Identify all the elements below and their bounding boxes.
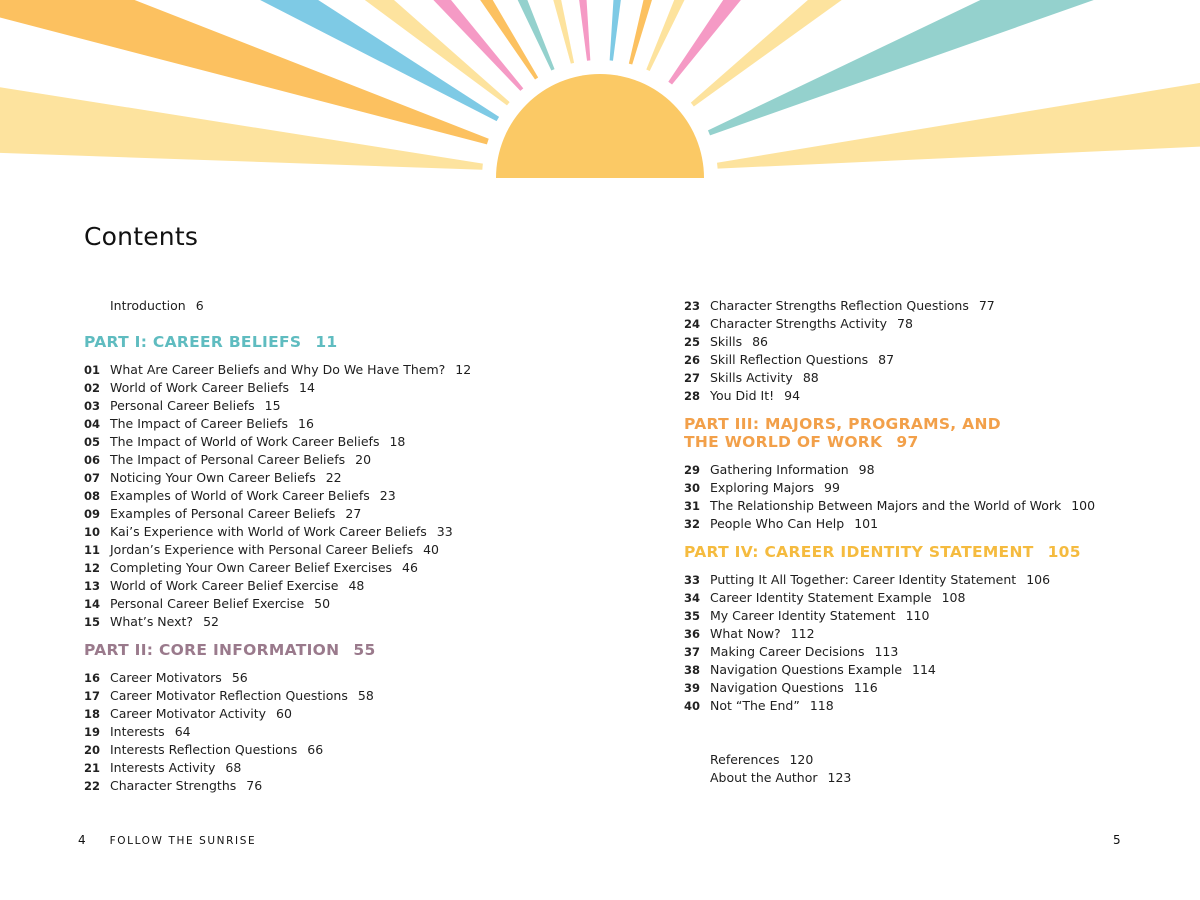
toc-entry[interactable] <box>684 643 1200 661</box>
chapter-page: 88 <box>802 370 819 385</box>
chapter-number: 13 <box>84 579 101 593</box>
chapter-number: 31 <box>684 499 701 513</box>
chapter-number: 10 <box>84 525 101 539</box>
chapter-title: Gathering Information <box>710 462 849 477</box>
contents-left-column <box>84 297 624 795</box>
chapter-title: Career Motivators <box>110 670 222 685</box>
chapter-title: World of Work Career Beliefs <box>110 380 290 395</box>
chapter-number: 36 <box>684 627 701 641</box>
toc-entry[interactable] <box>84 379 624 397</box>
chapter-number: 27 <box>684 371 701 385</box>
chapter-number: 01 <box>84 363 101 377</box>
entry-page: 6 <box>195 298 204 313</box>
chapter-number: 39 <box>684 681 701 695</box>
entry-title: Introduction <box>110 298 186 313</box>
toc-entry[interactable] <box>84 759 624 777</box>
toc-entry[interactable] <box>684 679 1200 697</box>
chapter-number: 28 <box>684 389 701 403</box>
chapter-number: 26 <box>684 353 701 367</box>
chapter-page: 77 <box>978 298 995 313</box>
chapter-page: 33 <box>436 524 453 539</box>
chapter-list-part-2a <box>84 669 624 795</box>
chapter-title: Skills <box>710 334 743 349</box>
chapter-page: 108 <box>941 590 966 605</box>
chapter-title: The Impact of World of Work Career Beliefs <box>110 434 380 449</box>
chapter-page: 113 <box>874 644 899 659</box>
chapter-page: 86 <box>752 334 769 349</box>
toc-entry[interactable] <box>84 595 624 613</box>
chapter-page: 58 <box>357 688 374 703</box>
chapter-title: My Career Identity Statement <box>710 608 896 623</box>
toc-entry[interactable] <box>684 625 1200 643</box>
chapter-number: 24 <box>684 317 701 331</box>
toc-entry[interactable] <box>684 515 1200 533</box>
chapter-page: 27 <box>345 506 362 521</box>
chapter-page: 78 <box>897 316 913 331</box>
chapter-title: The Relationship Between Majors and the World of Work <box>710 498 1062 513</box>
footer-left <box>78 833 256 848</box>
page-title: Contents <box>84 222 199 251</box>
toc-entry[interactable] <box>84 523 624 541</box>
chapter-number: 05 <box>84 435 101 449</box>
chapter-title: Career Identity Statement Example <box>710 590 932 605</box>
chapter-title: Skill Reflection Questions <box>710 352 869 367</box>
toc-entry[interactable] <box>84 487 624 505</box>
chapter-number: 22 <box>84 779 101 793</box>
chapter-page: 118 <box>809 698 834 713</box>
chapter-title: Personal Career Beliefs <box>110 398 255 413</box>
chapter-title: Character Strengths <box>110 778 237 793</box>
chapter-number: 18 <box>84 707 101 721</box>
chapter-page: 94 <box>784 388 801 403</box>
toc-entry[interactable] <box>84 723 624 741</box>
chapter-title: Kai’s Experience with World of Work Career Beliefs <box>110 524 427 539</box>
chapter-page: 98 <box>858 462 875 477</box>
chapter-number: 33 <box>684 573 701 587</box>
toc-entry-introduction[interactable] <box>84 297 624 315</box>
toc-entry[interactable] <box>684 697 1200 715</box>
entry-page: 120 <box>789 752 814 767</box>
chapter-number: 08 <box>84 489 101 503</box>
sunburst-illustration <box>0 0 1200 210</box>
chapter-page: 116 <box>853 680 878 695</box>
chapter-number: 37 <box>684 645 701 659</box>
toc-entry[interactable] <box>684 369 1200 387</box>
chapter-title: Putting It All Together: Career Identity Statement <box>710 572 1017 587</box>
part-heading-3[interactable]: PART III: MAJORS, PROGRAMS, AND THE WORLD OF WORK 97 <box>684 415 1001 451</box>
chapter-page: 100 <box>1071 498 1096 513</box>
chapter-number: 34 <box>684 591 701 605</box>
chapter-title: Career Motivator Activity <box>110 706 267 721</box>
chapter-page: 20 <box>355 452 372 467</box>
chapter-page: 110 <box>905 608 930 623</box>
chapter-number: 07 <box>84 471 101 485</box>
chapter-page: 56 <box>231 670 248 685</box>
chapter-title: Examples of World of Work Career Beliefs <box>110 488 370 503</box>
chapter-page: 40 <box>423 542 439 557</box>
chapter-title: Career Motivator Reflection Questions <box>110 688 348 703</box>
chapter-list-part-3 <box>684 461 1200 533</box>
chapter-title: Jordan’s Experience with Personal Career Beliefs <box>110 542 414 557</box>
toc-entry[interactable] <box>84 687 624 705</box>
chapter-title: Examples of Personal Career Beliefs <box>110 506 336 521</box>
chapter-page: 23 <box>379 488 396 503</box>
part-page: 55 <box>353 641 376 659</box>
chapter-number: 30 <box>684 481 701 495</box>
toc-entry[interactable] <box>84 777 624 795</box>
chapter-number: 09 <box>84 507 101 521</box>
chapter-title: The Impact of Personal Career Beliefs <box>110 452 346 467</box>
chapter-number: 04 <box>84 417 101 431</box>
chapter-title: Noticing Your Own Career Beliefs <box>110 470 316 485</box>
chapter-title: Exploring Majors <box>710 480 815 495</box>
chapter-page: 66 <box>307 742 324 757</box>
chapter-page: 22 <box>325 470 342 485</box>
toc-entry[interactable] <box>684 497 1200 515</box>
toc-entry[interactable] <box>84 669 624 687</box>
toc-entry[interactable] <box>84 361 624 379</box>
sun-ray <box>691 0 1200 106</box>
chapter-title: People Who Can Help <box>710 516 845 531</box>
part-page: 105 <box>1047 543 1081 561</box>
chapter-title: Interests Reflection Questions <box>110 742 298 757</box>
chapter-number: 38 <box>684 663 701 677</box>
chapter-number: 12 <box>84 561 101 575</box>
chapter-page: 87 <box>878 352 895 367</box>
part-heading-2[interactable]: PART II: CORE INFORMATION 55 <box>84 641 376 659</box>
chapter-number: 19 <box>84 725 101 739</box>
toc-entry[interactable] <box>84 505 624 523</box>
chapter-page: 106 <box>1026 572 1051 587</box>
chapter-title: Completing Your Own Career Belief Exercises <box>110 560 393 575</box>
chapter-title: What’s Next? <box>110 614 194 629</box>
chapter-title: Making Career Decisions <box>710 644 865 659</box>
toc-entry[interactable] <box>684 297 1200 315</box>
toc-entry[interactable] <box>684 589 1200 607</box>
chapter-title: Interests Activity <box>110 760 216 775</box>
toc-entry[interactable] <box>84 705 624 723</box>
toc-entry[interactable] <box>84 559 624 577</box>
chapter-page: 114 <box>912 662 936 677</box>
toc-entry-about-the-author[interactable]: About the Author 123 <box>710 770 852 785</box>
toc-entry[interactable] <box>684 571 1200 589</box>
contents-right-column <box>684 297 1200 787</box>
chapter-number: 14 <box>84 597 101 611</box>
sun-half-circle <box>496 74 704 178</box>
toc-entry[interactable] <box>684 461 1200 479</box>
chapter-page: 16 <box>298 416 314 431</box>
chapter-list-part-2b <box>684 297 1200 405</box>
chapter-title: You Did It! <box>710 388 775 403</box>
toc-entry[interactable] <box>84 541 624 559</box>
chapter-title: Skills Activity <box>710 370 793 385</box>
chapter-page: 14 <box>299 380 315 395</box>
toc-entry[interactable] <box>684 607 1200 625</box>
chapter-list-part-1 <box>84 361 624 631</box>
book-title: FOLLOW THE SUNRISE <box>109 835 257 847</box>
toc-entry[interactable] <box>684 315 1200 333</box>
chapter-number: 11 <box>84 543 101 557</box>
chapter-page: 112 <box>790 626 815 641</box>
chapter-number: 29 <box>684 463 701 477</box>
chapter-number: 25 <box>684 335 701 349</box>
toc-entry[interactable] <box>684 661 1200 679</box>
chapter-number: 02 <box>84 381 101 395</box>
chapter-page: 68 <box>225 760 242 775</box>
toc-entry-references[interactable]: References 120 <box>710 752 814 767</box>
toc-entry[interactable] <box>84 415 624 433</box>
chapter-title: World of Work Career Belief Exercise <box>110 578 339 593</box>
chapter-number: 21 <box>84 761 101 775</box>
toc-entry[interactable] <box>84 433 624 451</box>
left-page-number: 4 <box>78 833 86 847</box>
toc-entry[interactable] <box>84 741 624 759</box>
chapter-number: 06 <box>84 453 101 467</box>
toc-entry[interactable] <box>84 469 624 487</box>
chapter-title: Interests <box>110 724 165 739</box>
chapter-title: What Are Career Beliefs and Why Do We Have Them? <box>110 362 446 377</box>
chapter-page: 15 <box>264 398 281 413</box>
chapter-title: What Now? <box>710 626 781 641</box>
chapter-number: 17 <box>84 689 101 703</box>
chapter-number: 16 <box>84 671 101 685</box>
chapter-page: 64 <box>174 724 191 739</box>
toc-entry[interactable] <box>84 451 624 469</box>
toc-entry[interactable] <box>84 613 624 631</box>
chapter-number: 20 <box>84 743 101 757</box>
chapter-number: 23 <box>684 299 701 313</box>
chapter-title: Character Strengths Activity <box>710 316 887 331</box>
toc-entry[interactable] <box>684 351 1200 369</box>
chapter-page: 18 <box>389 434 406 449</box>
chapter-list-part-4 <box>684 571 1200 715</box>
chapter-page: 99 <box>824 480 840 495</box>
chapter-number: 32 <box>684 517 701 531</box>
chapter-title: Navigation Questions Example <box>710 662 903 677</box>
chapter-page: 50 <box>314 596 331 611</box>
chapter-title: Character Strengths Reflection Questions <box>710 298 969 313</box>
chapter-page: 101 <box>854 516 879 531</box>
chapter-page: 52 <box>203 614 219 629</box>
chapter-number: 15 <box>84 615 101 629</box>
toc-entry[interactable] <box>84 397 624 415</box>
right-page-number: 5 <box>1113 833 1121 847</box>
chapter-page: 12 <box>455 362 472 377</box>
chapter-number: 40 <box>684 699 701 713</box>
entry-page: 123 <box>827 770 852 785</box>
chapter-page: 76 <box>246 778 263 793</box>
chapter-page: 60 <box>276 706 292 721</box>
chapter-page: 46 <box>402 560 418 575</box>
part-heading-4[interactable]: PART IV: CAREER IDENTITY STATEMENT 105 <box>684 543 1081 561</box>
part-heading-1[interactable]: PART I: CAREER BELIEFS 11 <box>84 333 338 351</box>
chapter-number: 35 <box>684 609 701 623</box>
chapter-title: Not “The End” <box>710 698 800 713</box>
toc-entry[interactable] <box>684 479 1200 497</box>
part-page: 97 <box>896 433 919 451</box>
toc-entry[interactable] <box>684 387 1200 405</box>
toc-entry[interactable] <box>684 333 1200 351</box>
chapter-page: 48 <box>348 578 365 593</box>
part-page: 11 <box>315 333 338 351</box>
chapter-title: Personal Career Belief Exercise <box>110 596 305 611</box>
chapter-title: The Impact of Career Beliefs <box>110 416 289 431</box>
toc-entry[interactable] <box>84 577 624 595</box>
chapter-number: 03 <box>84 399 101 413</box>
chapter-title: Navigation Questions <box>710 680 844 695</box>
